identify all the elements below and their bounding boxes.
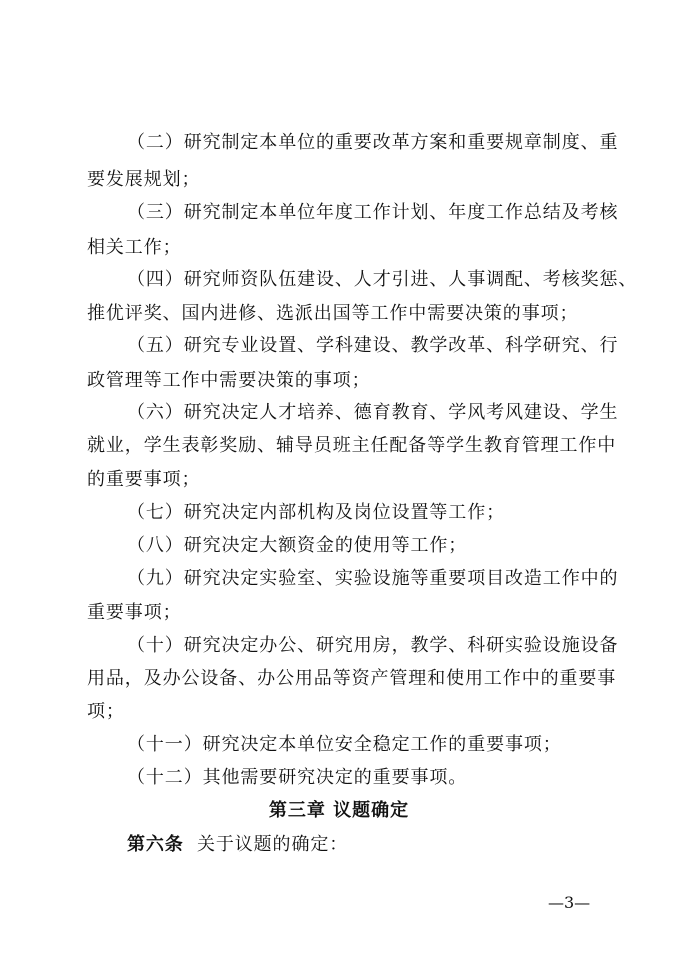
item-6-line-2: 就业，学生表彰奖励、辅导员班主任配备等学生教育管理工作中	[87, 435, 617, 456]
item-4-line-1: （四）研究师资队伍建设、人才引进、人事调配、考核奖惩、	[127, 269, 638, 290]
item-3-line-1: （三）研究制定本单位年度工作计划、年度工作总结及考核	[127, 202, 619, 223]
item-2-line-1: （二）研究制定本单位的重要改革方案和重要规章制度、重	[127, 132, 619, 153]
item-5-line-1: （五）研究专业设置、学科建设、教学改革、科学研究、行	[127, 335, 619, 356]
item-6-line-3: 的重要事项；	[87, 469, 201, 490]
article-gap	[184, 834, 197, 855]
item-10-line-1: （十）研究决定办公、研究用房，教学、科研实验设施设备	[127, 635, 619, 656]
item-3-line-2: 相关工作；	[87, 237, 182, 258]
item-11-line-1: （十一）研究决定本单位安全稳定工作的重要事项；	[127, 734, 562, 755]
article-label: 第六条	[127, 834, 184, 855]
item-7-line-1: （七）研究决定内部机构及岗位设置等工作；	[127, 502, 505, 523]
item-10-line-3: 项；	[87, 701, 125, 722]
item-9-line-2: 重要事项；	[87, 602, 182, 623]
chapter-heading: 第三章 议题确定	[268, 800, 410, 821]
item-4-line-2: 推优评奖、国内进修、选派出国等工作中需要决策的事项；	[87, 303, 579, 324]
article-line	[127, 833, 348, 857]
page-number: —3—	[548, 893, 591, 912]
item-9-line-1: （九）研究决定实验室、实验设施等重要项目改造工作中的	[127, 568, 619, 589]
item-6-line-1: （六）研究决定人才培养、德育教育、学风考风建设、学生	[127, 402, 619, 423]
item-12-line-1: （十二）其他需要研究决定的重要事项。	[127, 767, 468, 788]
item-5-line-2: 政管理等工作中需要决策的事项；	[87, 370, 371, 391]
article-text: 关于议题的确定：	[196, 834, 349, 855]
item-2-line-2: 要发展规划；	[87, 169, 201, 190]
item-10-line-2: 用品，及办公设备、办公用品等资产管理和使用工作中的重要事	[87, 668, 617, 689]
item-8-line-1: （八）研究决定大额资金的使用等工作；	[127, 535, 468, 556]
